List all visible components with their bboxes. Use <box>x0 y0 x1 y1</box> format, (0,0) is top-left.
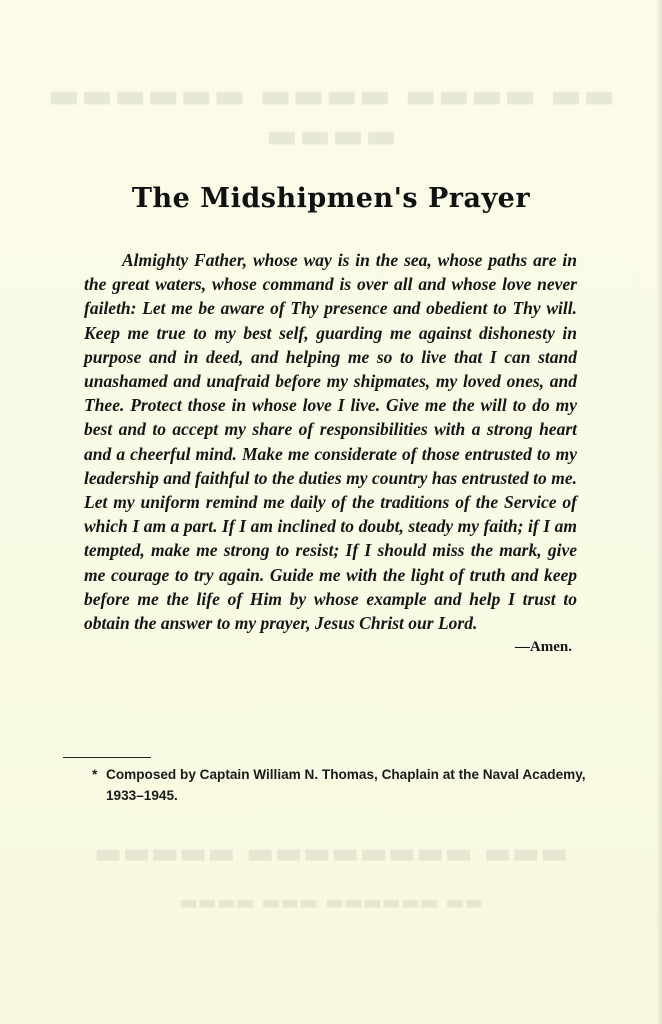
footnote-marker: * <box>92 767 98 782</box>
bleed-through-footer: ▬▬▬ ▬▬▬▬▬▬▬▬ ▬▬▬▬▬ <box>93 836 569 871</box>
footnote-divider <box>63 757 151 758</box>
page-title: The Midshipmen's Prayer <box>131 183 531 214</box>
bleed-through-heading: ▬▬ ▬▬▬▬ ▬▬▬▬ ▬▬▬▬▬▬ ▬▬▬▬ <box>46 76 616 156</box>
prayer-text <box>84 248 577 659</box>
bleed-through-footer-sub: ▬▬ ▬▬▬▬▬▬ ▬▬▬ ▬▬▬▬ <box>178 890 484 914</box>
footnote <box>92 764 591 806</box>
prayer-body: Almighty Father, whose way is in the sea, whose paths are in the great waters, whose command is over all and whose love never faileth: Let me be aware of Thy presence and obedient to Thy will. Keep me true to my best self, guarding me against dishonesty in purpose and in deed, and helping me so to live that I can stand unashamed and unafraid before my shipmates, my loved ones, and Thee. Protect those in whose love I live. Give me the will to do my best and to accept my share of responsibilities with a strong heart and a cheerful mind. Make me considerate of those entrusted to my leadership and faithful to the duties my country has entrusted to me. Let my uniform remind me daily of the traditions of the Service of which I am a part. If I am inclined to doubt, steady my faith; if I am tempted, make me strong to resist; If I should miss the mark, give me courage to try again. Guide me with the light of truth and keep before me the life of Him by whose example and help I trust to obtain the answer to my prayer, Jesus Christ our Lord. <box>84 250 577 634</box>
footnote-text: Composed by Captain William N. Thomas, Chaplain at the Naval Academy, 1933–1945. <box>106 767 586 803</box>
amen-signoff: —Amen. <box>514 639 572 656</box>
